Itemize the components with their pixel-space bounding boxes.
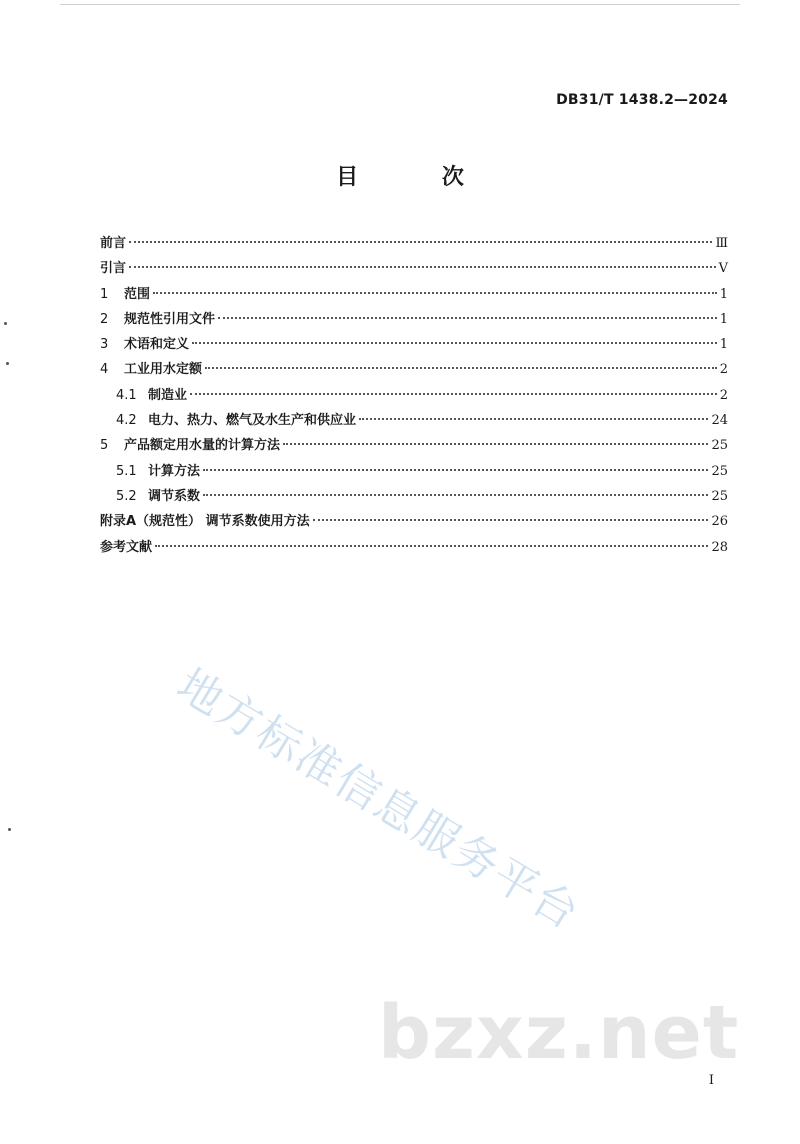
toc-entry-label: 规范性引用文件 bbox=[124, 311, 216, 327]
toc-entry-page: 25 bbox=[711, 438, 728, 454]
toc-entry[interactable] bbox=[100, 232, 728, 257]
toc-entry-label: 计算方法 bbox=[148, 463, 201, 479]
toc-entry-label: 引言 bbox=[100, 261, 127, 277]
page-number: I bbox=[708, 1073, 714, 1088]
toc-entry-label: 工业用水定额 bbox=[124, 362, 203, 378]
toc-entry-number: 1 bbox=[100, 286, 109, 302]
scan-mark bbox=[4, 322, 7, 325]
toc-entry-page: 1 bbox=[719, 311, 728, 327]
toc-entry-page: 1 bbox=[719, 286, 728, 302]
toc-dot-leader bbox=[129, 266, 716, 268]
scan-mark bbox=[6, 362, 9, 365]
toc-entry-label: 产品额定用水量的计算方法 bbox=[124, 438, 281, 454]
toc-entry[interactable] bbox=[100, 460, 728, 485]
toc-dot-leader bbox=[205, 367, 717, 369]
toc-entry[interactable] bbox=[100, 283, 728, 308]
toc-entry[interactable] bbox=[100, 536, 728, 561]
toc-dot-leader bbox=[203, 469, 708, 471]
toc-entry-number: 4.2 bbox=[116, 413, 137, 429]
toc-dot-leader bbox=[190, 393, 717, 395]
table-of-contents bbox=[100, 232, 728, 561]
toc-entry-page: 26 bbox=[711, 514, 728, 530]
toc-entry-number: 5 bbox=[100, 438, 109, 454]
toc-entry-label: 制造业 bbox=[148, 387, 188, 403]
toc-entry-page: 1 bbox=[719, 337, 728, 353]
toc-entry-page: 25 bbox=[711, 488, 728, 504]
top-rule bbox=[60, 0, 740, 5]
toc-entry-number: 5.1 bbox=[116, 463, 137, 479]
toc-dot-leader bbox=[192, 342, 717, 344]
toc-entry[interactable] bbox=[100, 333, 728, 358]
toc-entry-number: 4.1 bbox=[116, 387, 137, 403]
toc-dot-leader bbox=[283, 443, 708, 445]
toc-entry[interactable] bbox=[100, 257, 728, 282]
toc-entry-number: 5.2 bbox=[116, 488, 137, 504]
toc-entry-label: 附录A（规范性） 调节系数使用方法 bbox=[100, 514, 310, 530]
toc-entry[interactable] bbox=[100, 308, 728, 333]
toc-dot-leader bbox=[155, 545, 708, 547]
toc-entry-page: 2 bbox=[719, 387, 728, 403]
toc-entry-number: 3 bbox=[100, 337, 109, 353]
toc-entry[interactable] bbox=[100, 384, 728, 409]
toc-entry-page: 24 bbox=[711, 413, 728, 429]
toc-entry-label: 电力、热力、燃气及水生产和供应业 bbox=[148, 413, 357, 429]
toc-entry-page: Ⅴ bbox=[718, 261, 728, 277]
toc-entry-page: 25 bbox=[711, 463, 728, 479]
toc-entry[interactable] bbox=[100, 358, 728, 383]
document-number: DB31/T 1438.2—2024 bbox=[556, 92, 728, 108]
toc-entry-label: 参考文献 bbox=[100, 539, 153, 555]
toc-entry-page: Ⅲ bbox=[715, 236, 728, 251]
toc-entry-label: 术语和定义 bbox=[124, 337, 190, 353]
watermark-chinese: 地方标准信息服务平台 bbox=[168, 659, 589, 941]
toc-dot-leader bbox=[313, 519, 709, 521]
toc-entry-label: 调节系数 bbox=[148, 488, 201, 504]
toc-entry-label: 范围 bbox=[124, 286, 151, 302]
toc-entry-number: 4 bbox=[100, 362, 109, 378]
toc-entry-number: 2 bbox=[100, 311, 109, 327]
toc-entry-page: 28 bbox=[711, 539, 728, 555]
toc-entry[interactable] bbox=[100, 434, 728, 459]
toc-dot-leader bbox=[153, 292, 717, 294]
scan-mark bbox=[8, 828, 11, 831]
toc-entry-label: 前言 bbox=[100, 236, 127, 251]
toc-title: 目 次 bbox=[336, 165, 502, 190]
toc-entry[interactable] bbox=[100, 409, 728, 434]
toc-entry[interactable] bbox=[100, 485, 728, 510]
toc-entry-page: 2 bbox=[719, 362, 728, 378]
toc-dot-leader bbox=[203, 494, 708, 496]
watermark-site: bzxz.net bbox=[378, 990, 740, 1076]
toc-dot-leader bbox=[129, 241, 712, 243]
toc-dot-leader bbox=[359, 418, 708, 420]
toc-dot-leader bbox=[218, 317, 717, 319]
toc-entry[interactable] bbox=[100, 510, 728, 535]
